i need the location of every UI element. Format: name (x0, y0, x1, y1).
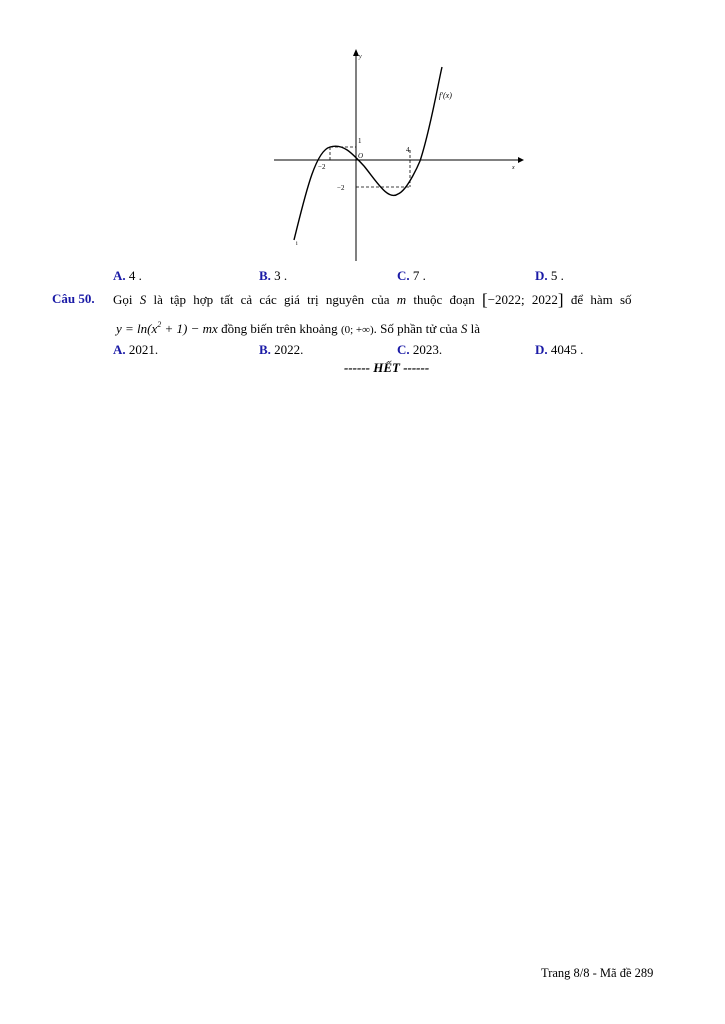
q49-option-d: D. 5 . (535, 268, 564, 283)
q50-interval-1: −2022; 2022 (487, 292, 558, 307)
derivative-curve (294, 67, 442, 240)
x-tick-4: 4 (406, 146, 410, 154)
origin-label: O (358, 152, 364, 160)
q49-option-b: B. 3 . (259, 268, 288, 283)
x-axis-arrow (518, 157, 524, 163)
y-tick-1: 1 (358, 137, 362, 145)
q50-option-b: B. 2022. (259, 342, 304, 357)
end-marker: ------ HẾT ------ (344, 360, 430, 375)
q50-interval-2: (0; +∞) (340, 324, 374, 336)
q50-line1: Gọi S là tập hợp tất cả các giá trị nguyên của m thuộc đoạn [−2022; 2022] để hàm số (113, 290, 632, 309)
q50-option-c: C. 2023. (397, 342, 443, 357)
curve-label: f′(x) (439, 91, 452, 100)
curve-end-mark: i (296, 241, 298, 247)
q49-option-c: C. 7 . (397, 268, 426, 283)
page-footer: Trang 8/8 - Mã đề 289 (541, 966, 654, 980)
q49-option-a: A. 4 . (113, 268, 142, 283)
q50-line2: $y = \ln(x^2 + 1)$ − mx đồng biến trên khoảng (0; +∞). Số phần tử của S là (116, 320, 480, 336)
y-tick-neg2: −2 (337, 184, 345, 192)
q50-option-d: D. 4045 . (535, 342, 584, 357)
y-axis-label: y (359, 54, 362, 60)
q50-number: Câu 50. (52, 291, 95, 306)
x-tick-neg2: −2 (318, 163, 326, 171)
x-axis-label: x (512, 165, 515, 171)
q50-formula: $y = \ln(x^2 + 1)$ − mx (116, 320, 218, 336)
derivative-graph (270, 46, 525, 266)
q50-option-a: A. 2021. (113, 342, 159, 357)
